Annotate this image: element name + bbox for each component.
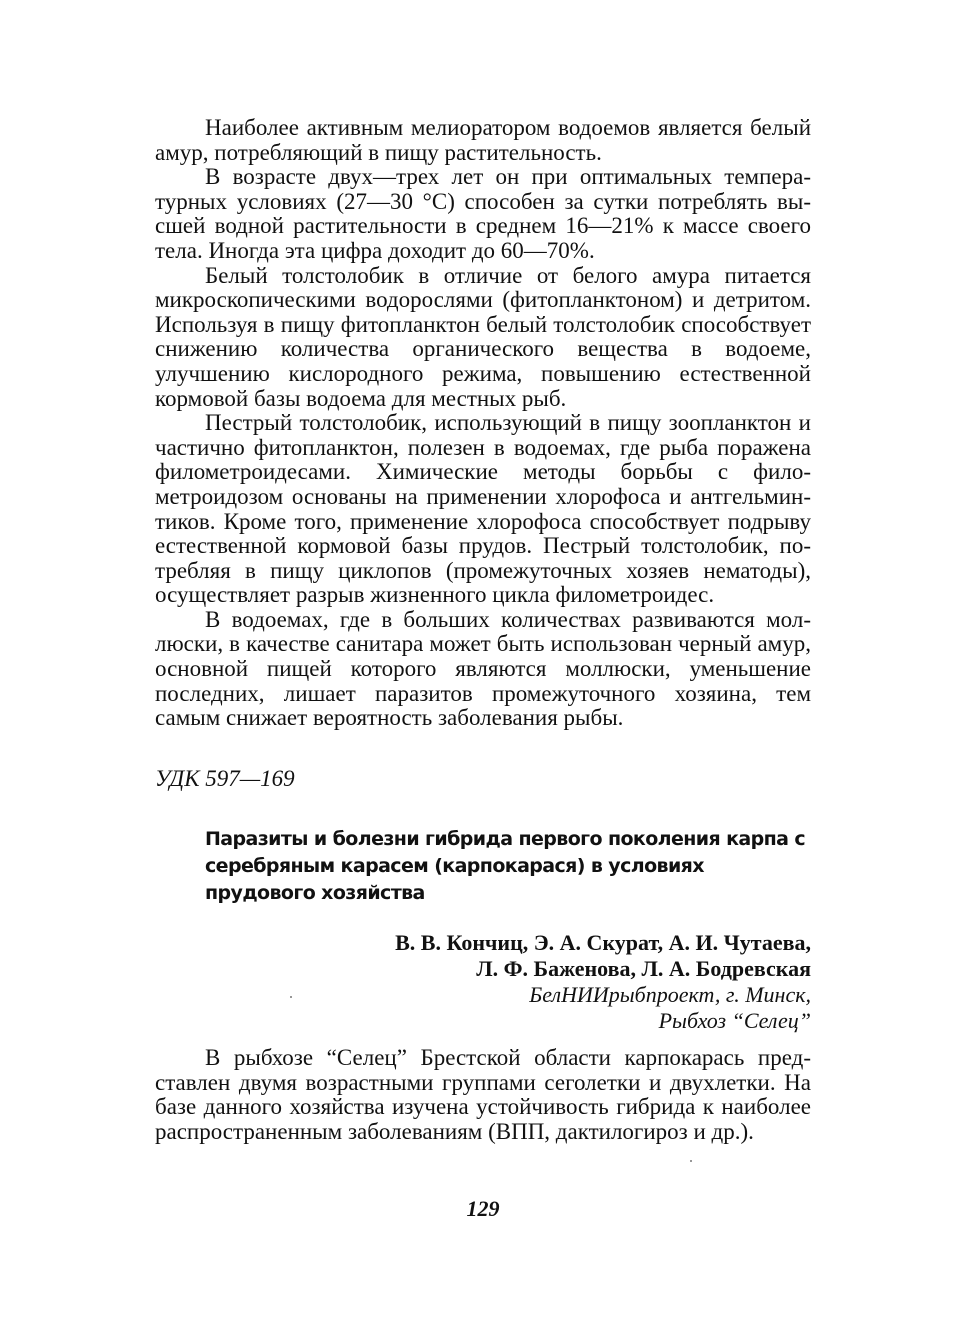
article-body-text: [155, 116, 811, 731]
paragraph-white-amur-intro: Наиболее активным мелиоратором водоемов является белый амур, потребляющий в пищу растительность.: [155, 115, 811, 165]
paragraph-black-amur: В водоемах, где в больших количествах развиваются моллюски, в качестве санитара может быть использован черный амур, основной пищей которого являются моллюски, уменьшение последних, лишает паразитов промежуточного хозяина, тем самым снижает вероятность заболевания рыбы.: [155, 606, 811, 731]
paragraph-white-amur-consumption: В возрасте двух—трех лет он при оптимальных температурных условиях (27—30 °С) способен за сутки потреблять высшей водной растительности в среднем 16—21% к массе своего тела. Иногда эта цифра доходит до 60—70%.: [155, 164, 811, 263]
paragraph-bighead-carp: Пестрый толстолобик, использующий в пищу зоопланктон и частично фитопланктон, полезен в водоемах, где рыба поражена филометроидесами. Химические методы борьбы с филометроидозом основаны на применении хлорофоса и антгельминтиков. Кроме того, применение хлорофоса способствует подрыву естественной кормовой базы прудов. Пестрый толстолобик, потребляя в пищу циклопов (промежуточных хозяев нематоды), осуществляет разрыв жизненного цикла филометроидес.: [155, 410, 811, 608]
scan-speck: [690, 1160, 692, 1162]
affiliation-line: Рыбхоз “Селец”: [658, 1008, 811, 1033]
article-intro-text: [155, 1046, 811, 1144]
article-title: Паразиты и болезни гибрида первого поколения карпа с серебряным карасем (карпокарася) в условиях прудового хозяйства: [205, 828, 806, 904]
udk-code: УДК 597—169: [155, 766, 295, 791]
page-number: 129: [466, 1196, 500, 1221]
scan-speck: [290, 996, 292, 998]
authors-block: [395, 930, 811, 1034]
authors-line: Л. Ф. Баженова, Л. А. Бодревская: [476, 956, 811, 981]
paragraph-silver-carp: Белый толстолобик в отличие от белого амура питается микроскопическими водорослями (фитопланктоном) и детритом. Используя в пищу фитопланктон белый толстолобик способствует снижению количества органического вещества в водоеме, улучшению кислородного режима, повышению естественной кормовой базы водоема для местных рыб.: [155, 262, 811, 411]
paragraph-selets-intro: В рыбхозе “Селец” Брестской области карпокарась представлен двумя возрастными группами сеголетки и двухлетки. На базе данного хозяйства изучена устойчивость гибрида к наиболее распространенным заболеваниям (ВПП, дактилогироз и др.).: [155, 1045, 811, 1144]
affiliation-line: БелНИИрыбпроект, г. Минск,: [529, 982, 811, 1007]
authors-line: В. В. Кончиц, Э. А. Скурат, А. И. Чутаева,: [395, 930, 811, 955]
